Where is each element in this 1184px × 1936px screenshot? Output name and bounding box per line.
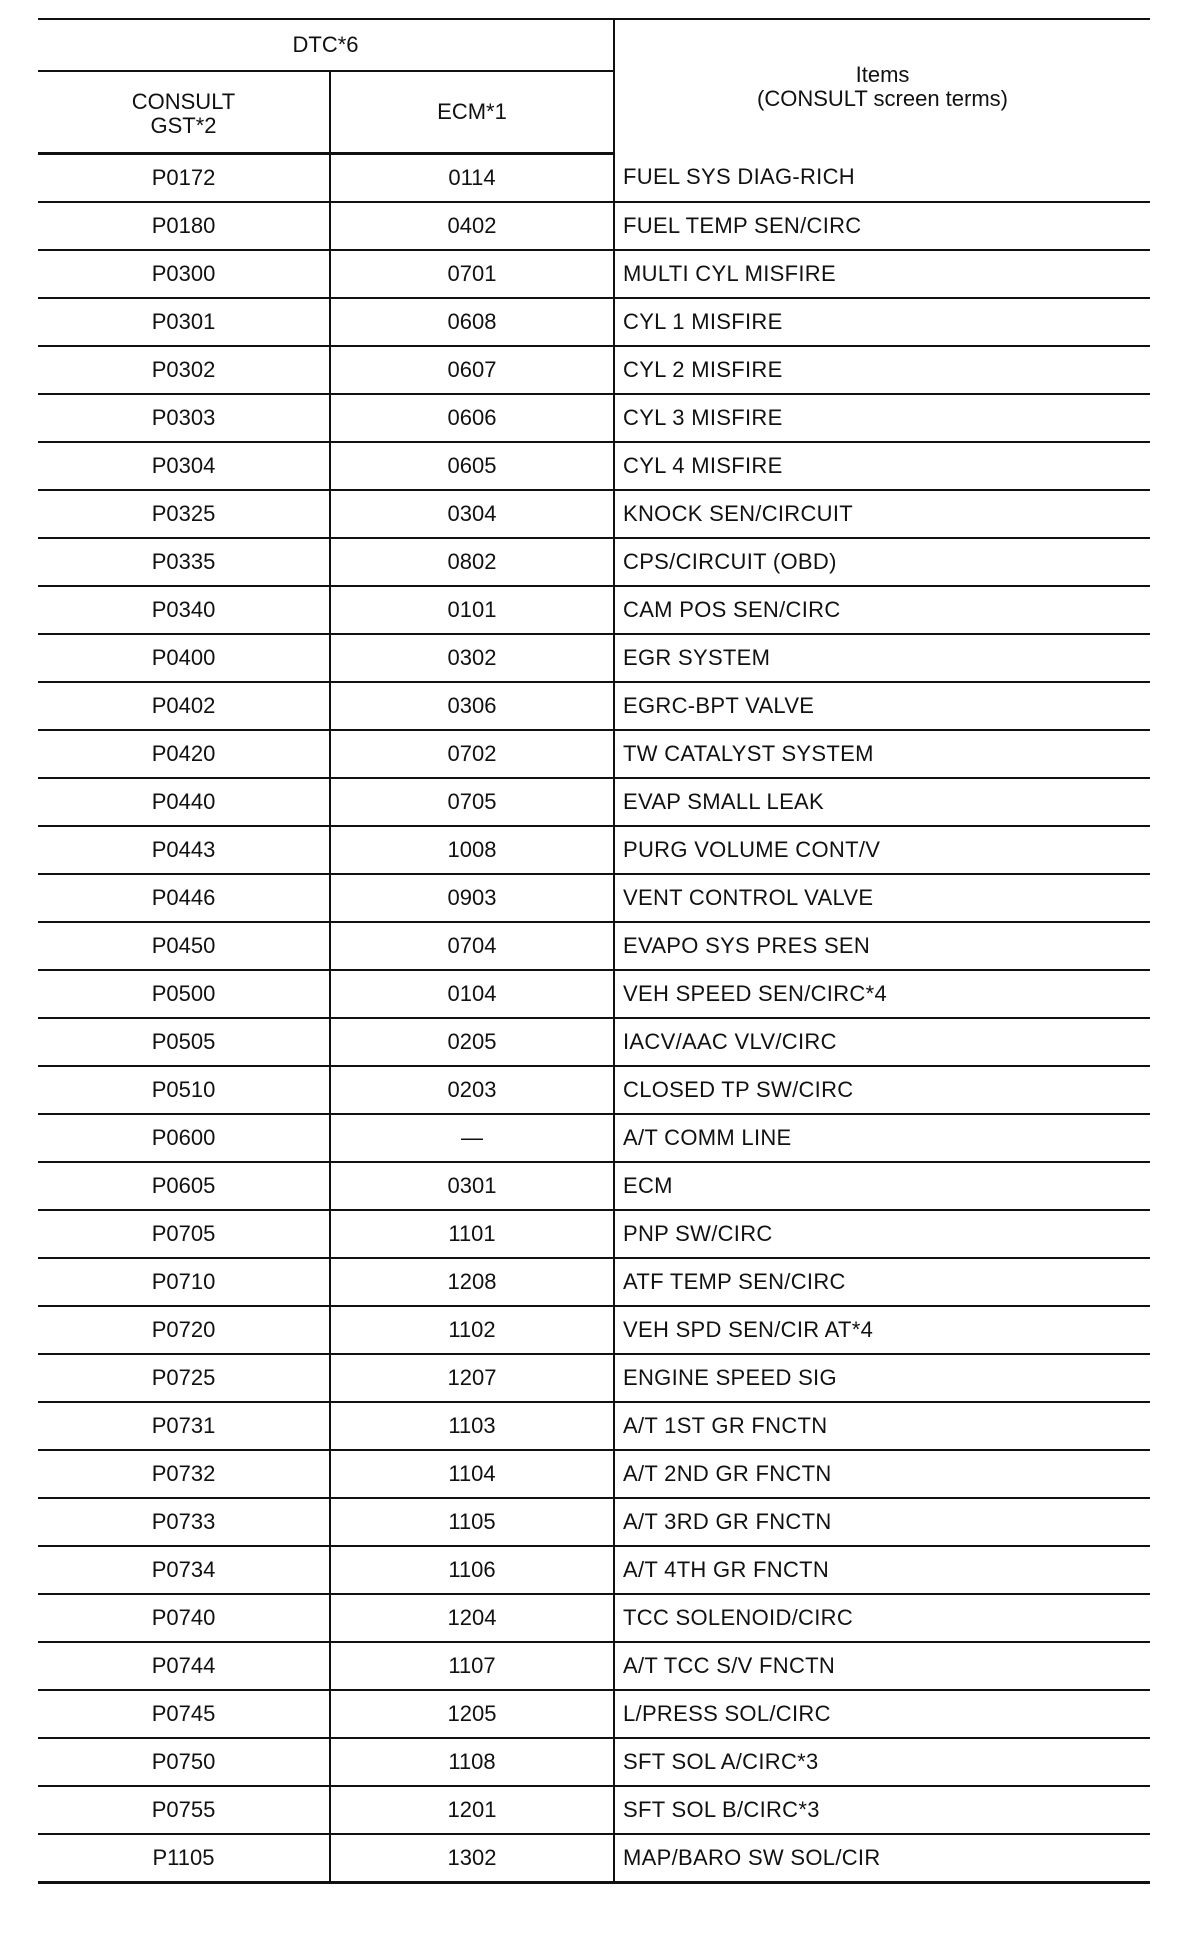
- dtc-table-sheet: [38, 18, 1150, 1884]
- dtc-table: [38, 18, 1150, 1884]
- header-consult-line2: GST*2: [150, 113, 217, 138]
- consult-cell: P1105: [38, 1834, 330, 1883]
- table-row: [38, 1354, 1150, 1402]
- ecm-cell: 1208: [330, 1258, 614, 1306]
- table-header: [38, 19, 1150, 154]
- item-cell: PNP SW/CIRC: [614, 1210, 1150, 1258]
- table-body: [38, 154, 1150, 1883]
- ecm-cell: 1204: [330, 1594, 614, 1642]
- table-row: [38, 202, 1150, 250]
- item-cell: CYL 2 MISFIRE: [614, 346, 1150, 394]
- consult-cell: P0744: [38, 1642, 330, 1690]
- table-row: [38, 1690, 1150, 1738]
- consult-cell: P0300: [38, 250, 330, 298]
- table-row: [38, 442, 1150, 490]
- ecm-cell: 0607: [330, 346, 614, 394]
- consult-cell: P0733: [38, 1498, 330, 1546]
- table-row: [38, 1066, 1150, 1114]
- table-row: [38, 970, 1150, 1018]
- ecm-cell: 0302: [330, 634, 614, 682]
- item-cell: ATF TEMP SEN/CIRC: [614, 1258, 1150, 1306]
- table-row: [38, 250, 1150, 298]
- consult-cell: P0303: [38, 394, 330, 442]
- table-row: [38, 874, 1150, 922]
- item-cell: SFT SOL A/CIRC*3: [614, 1738, 1150, 1786]
- table-row: [38, 298, 1150, 346]
- item-cell: ECM: [614, 1162, 1150, 1210]
- table-row: [38, 154, 1150, 203]
- item-cell: CYL 1 MISFIRE: [614, 298, 1150, 346]
- consult-cell: P0400: [38, 634, 330, 682]
- item-cell: VEH SPEED SEN/CIRC*4: [614, 970, 1150, 1018]
- item-cell: A/T 1ST GR FNCTN: [614, 1402, 1150, 1450]
- consult-cell: P0750: [38, 1738, 330, 1786]
- ecm-cell: 1102: [330, 1306, 614, 1354]
- table-row: [38, 778, 1150, 826]
- table-row: [38, 1258, 1150, 1306]
- consult-cell: P0420: [38, 730, 330, 778]
- table-row: [38, 826, 1150, 874]
- ecm-cell: 1107: [330, 1642, 614, 1690]
- ecm-cell: 1201: [330, 1786, 614, 1834]
- consult-cell: P0745: [38, 1690, 330, 1738]
- ecm-cell: —: [330, 1114, 614, 1162]
- item-cell: EGRC-BPT VALVE: [614, 682, 1150, 730]
- consult-cell: P0301: [38, 298, 330, 346]
- consult-cell: P0325: [38, 490, 330, 538]
- ecm-cell: 1207: [330, 1354, 614, 1402]
- ecm-cell: 0802: [330, 538, 614, 586]
- ecm-cell: 0203: [330, 1066, 614, 1114]
- ecm-cell: 0606: [330, 394, 614, 442]
- item-cell: PURG VOLUME CONT/V: [614, 826, 1150, 874]
- consult-cell: P0725: [38, 1354, 330, 1402]
- ecm-cell: 0702: [330, 730, 614, 778]
- table-row: [38, 1402, 1150, 1450]
- consult-cell: P0505: [38, 1018, 330, 1066]
- table-row: [38, 1114, 1150, 1162]
- consult-cell: P0720: [38, 1306, 330, 1354]
- item-cell: VENT CONTROL VALVE: [614, 874, 1150, 922]
- item-cell: IACV/AAC VLV/CIRC: [614, 1018, 1150, 1066]
- table-row: [38, 1498, 1150, 1546]
- table-row: [38, 1210, 1150, 1258]
- ecm-cell: 0605: [330, 442, 614, 490]
- table-row: [38, 1738, 1150, 1786]
- consult-cell: P0180: [38, 202, 330, 250]
- item-cell: A/T TCC S/V FNCTN: [614, 1642, 1150, 1690]
- ecm-cell: 1105: [330, 1498, 614, 1546]
- consult-cell: P0402: [38, 682, 330, 730]
- consult-cell: P0172: [38, 154, 330, 203]
- ecm-cell: 0402: [330, 202, 614, 250]
- ecm-cell: 1104: [330, 1450, 614, 1498]
- consult-cell: P0510: [38, 1066, 330, 1114]
- ecm-cell: 0104: [330, 970, 614, 1018]
- table-row: [38, 682, 1150, 730]
- item-cell: VEH SPD SEN/CIR AT*4: [614, 1306, 1150, 1354]
- table-row: [38, 538, 1150, 586]
- consult-cell: P0755: [38, 1786, 330, 1834]
- table-row: [38, 1594, 1150, 1642]
- item-cell: EVAPO SYS PRES SEN: [614, 922, 1150, 970]
- consult-cell: P0731: [38, 1402, 330, 1450]
- consult-cell: P0710: [38, 1258, 330, 1306]
- item-cell: CPS/CIRCUIT (OBD): [614, 538, 1150, 586]
- item-cell: EVAP SMALL LEAK: [614, 778, 1150, 826]
- ecm-cell: 0101: [330, 586, 614, 634]
- consult-cell: P0304: [38, 442, 330, 490]
- table-row: [38, 730, 1150, 778]
- table-row: [38, 1306, 1150, 1354]
- item-cell: SFT SOL B/CIRC*3: [614, 1786, 1150, 1834]
- table-row: [38, 1018, 1150, 1066]
- item-cell: CYL 4 MISFIRE: [614, 442, 1150, 490]
- ecm-cell: 0205: [330, 1018, 614, 1066]
- ecm-cell: 0705: [330, 778, 614, 826]
- ecm-cell: 1008: [330, 826, 614, 874]
- item-cell: A/T 3RD GR FNCTN: [614, 1498, 1150, 1546]
- ecm-cell: 1205: [330, 1690, 614, 1738]
- consult-cell: P0446: [38, 874, 330, 922]
- item-cell: KNOCK SEN/CIRCUIT: [614, 490, 1150, 538]
- header-items-line1: Items: [855, 61, 910, 87]
- item-cell: TCC SOLENOID/CIRC: [614, 1594, 1150, 1642]
- ecm-cell: 0304: [330, 490, 614, 538]
- table-row: [38, 634, 1150, 682]
- item-cell: L/PRESS SOL/CIRC: [614, 1690, 1150, 1738]
- table-row: [38, 1450, 1150, 1498]
- item-cell: TW CATALYST SYSTEM: [614, 730, 1150, 778]
- ecm-cell: 0301: [330, 1162, 614, 1210]
- ecm-cell: 0704: [330, 922, 614, 970]
- header-consult-line1: CONSULT: [131, 89, 236, 114]
- header-items: [614, 19, 1150, 154]
- item-cell: FUEL TEMP SEN/CIRC: [614, 202, 1150, 250]
- ecm-cell: 0306: [330, 682, 614, 730]
- table-row: [38, 490, 1150, 538]
- item-cell: CAM POS SEN/CIRC: [614, 586, 1150, 634]
- consult-cell: P0500: [38, 970, 330, 1018]
- item-cell: EGR SYSTEM: [614, 634, 1150, 682]
- table-row: [38, 346, 1150, 394]
- item-cell: MULTI CYL MISFIRE: [614, 250, 1150, 298]
- table-row: [38, 1786, 1150, 1834]
- consult-cell: P0734: [38, 1546, 330, 1594]
- header-items-line2: (CONSULT screen terms): [757, 85, 1009, 111]
- ecm-cell: 0114: [330, 154, 614, 203]
- ecm-cell: 1106: [330, 1546, 614, 1594]
- consult-cell: P0443: [38, 826, 330, 874]
- ecm-cell: 0608: [330, 298, 614, 346]
- header-dtc: DTC*6: [38, 19, 614, 71]
- ecm-cell: 1108: [330, 1738, 614, 1786]
- table-row: [38, 1834, 1150, 1883]
- header-consult: [38, 71, 330, 154]
- consult-cell: P0340: [38, 586, 330, 634]
- table-row: [38, 1642, 1150, 1690]
- item-cell: A/T 4TH GR FNCTN: [614, 1546, 1150, 1594]
- consult-cell: P0335: [38, 538, 330, 586]
- item-cell: FUEL SYS DIAG-RICH: [614, 154, 1150, 203]
- ecm-cell: 1103: [330, 1402, 614, 1450]
- consult-cell: P0705: [38, 1210, 330, 1258]
- consult-cell: P0440: [38, 778, 330, 826]
- consult-cell: P0450: [38, 922, 330, 970]
- item-cell: CLOSED TP SW/CIRC: [614, 1066, 1150, 1114]
- item-cell: A/T COMM LINE: [614, 1114, 1150, 1162]
- consult-cell: P0600: [38, 1114, 330, 1162]
- consult-cell: P0732: [38, 1450, 330, 1498]
- item-cell: MAP/BARO SW SOL/CIR: [614, 1834, 1150, 1883]
- consult-cell: P0605: [38, 1162, 330, 1210]
- ecm-cell: 0701: [330, 250, 614, 298]
- ecm-cell: 1302: [330, 1834, 614, 1883]
- consult-cell: P0740: [38, 1594, 330, 1642]
- item-cell: ENGINE SPEED SIG: [614, 1354, 1150, 1402]
- table-row: [38, 922, 1150, 970]
- ecm-cell: 1101: [330, 1210, 614, 1258]
- header-ecm: ECM*1: [330, 71, 614, 154]
- consult-cell: P0302: [38, 346, 330, 394]
- table-row: [38, 1546, 1150, 1594]
- item-cell: CYL 3 MISFIRE: [614, 394, 1150, 442]
- table-row: [38, 586, 1150, 634]
- table-row: [38, 1162, 1150, 1210]
- item-cell: A/T 2ND GR FNCTN: [614, 1450, 1150, 1498]
- ecm-cell: 0903: [330, 874, 614, 922]
- table-row: [38, 394, 1150, 442]
